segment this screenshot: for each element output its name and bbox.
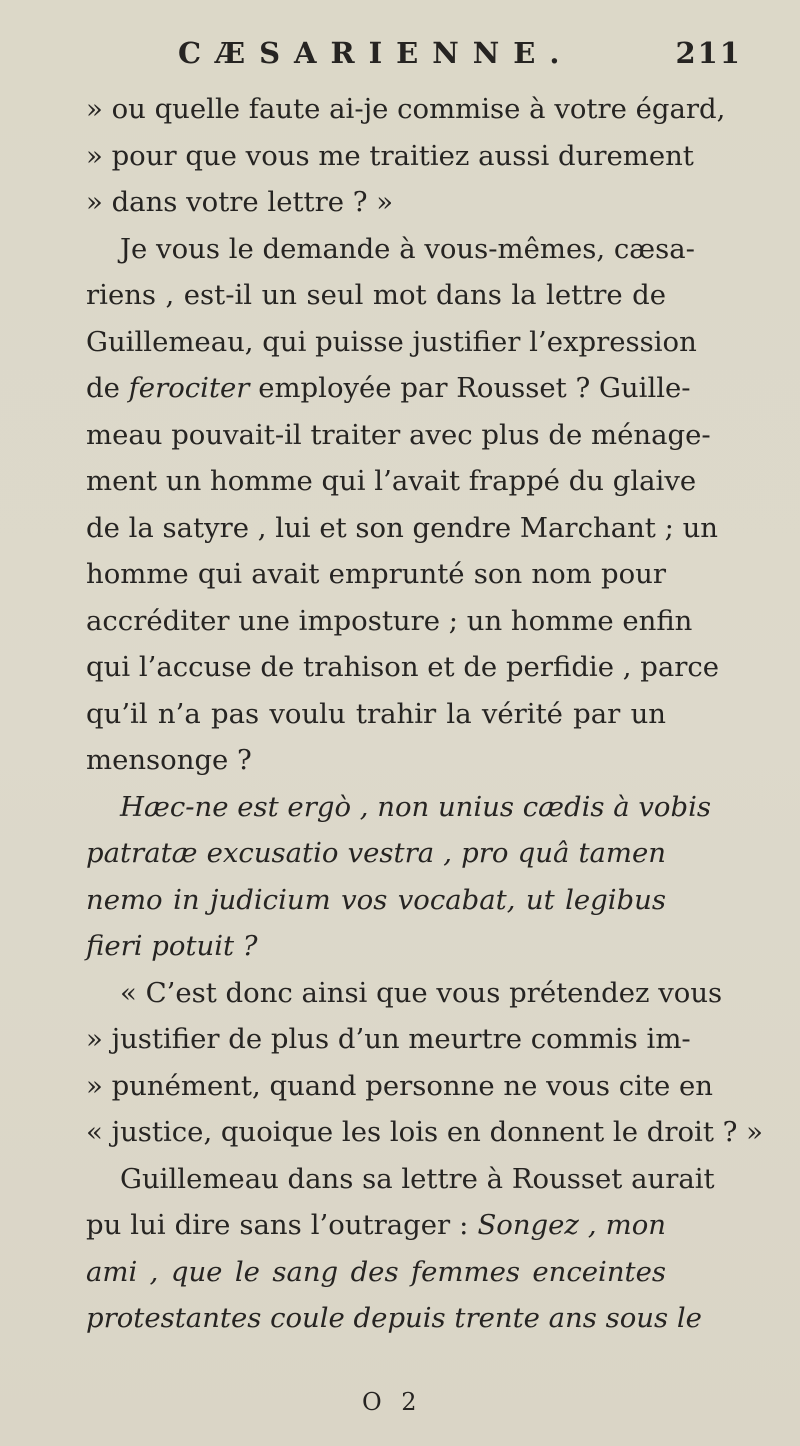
text-line: » justifier de plus d’un meurtre commis im- <box>86 1023 691 1055</box>
text-line: accréditer une imposture ; un homme enfin <box>86 604 693 637</box>
text-line: qu’il n’a pas voulu trahir la vérité par un <box>86 697 666 730</box>
text-line <box>86 1202 666 1249</box>
text-line: « C’est donc ainsi que vous prétendez vous <box>120 976 723 1009</box>
text-line: » pour que vous me traitiez aussi durement <box>86 139 694 172</box>
signature-mark: O 2 <box>362 1388 423 1416</box>
text-line: » punément, quand personne ne vous cite en <box>86 1069 713 1102</box>
text-run: employée par Rousset ? Guille- <box>249 372 691 404</box>
text-line: de la satyre , lui et son gendre Marchant ; un <box>86 511 719 544</box>
text-line: Guillemeau, qui puisse justifier l’expression <box>86 325 697 358</box>
italic-term: ferociter <box>128 372 250 404</box>
text-line: » ou quelle faute ai-je commise à votre égard, <box>86 93 726 125</box>
text-run: pu lui dire sans l’outrager : <box>86 1209 478 1241</box>
latin-quote-line: fieri potuit ? <box>86 930 258 962</box>
latin-quote-line: patratæ excusatio vestra , pro quâ tamen <box>86 837 666 869</box>
text-line: « justice, quoique les lois en donnent le droit ? » <box>86 1116 763 1148</box>
text-line: ment un homme qui l’avait frappé du glaive <box>86 465 697 497</box>
text-line: mensonge ? <box>86 744 252 776</box>
text-line: » dans votre lettre ? » <box>86 186 394 218</box>
text-line: Guillemeau dans sa lettre à Rousset aurait <box>120 1162 715 1195</box>
text-line: meau pouvait-il traiter avec plus de ménage- <box>86 418 711 451</box>
page-number: 211 <box>675 36 742 70</box>
text-line: protestantes coule depuis trente ans sous le <box>86 1302 702 1334</box>
latin-quote-line: nemo in judicium vos vocabat, ut legibus <box>86 883 666 916</box>
page-header <box>60 36 748 86</box>
text-line: qui l’accuse de trahison et de perfidie , parce <box>86 651 720 683</box>
text-line <box>86 365 691 412</box>
latin-quote-line: Hæc-ne est ergò , non unius cædis à vobis <box>120 790 711 823</box>
body-text <box>86 86 763 1342</box>
text-line: Je vous le demande à vous-mêmes, cæsa- <box>120 232 695 265</box>
text-line: ami , que le sang des femmes enceintes <box>86 1255 666 1288</box>
running-head: CÆSARIENNE. <box>178 36 574 70</box>
text-run: de <box>86 372 129 404</box>
text-line: homme qui avait emprunté son nom pour <box>86 558 666 590</box>
italic-quote: Songez , mon <box>477 1209 666 1241</box>
text-line: riens , est-il un seul mot dans la lettre de <box>86 279 666 311</box>
